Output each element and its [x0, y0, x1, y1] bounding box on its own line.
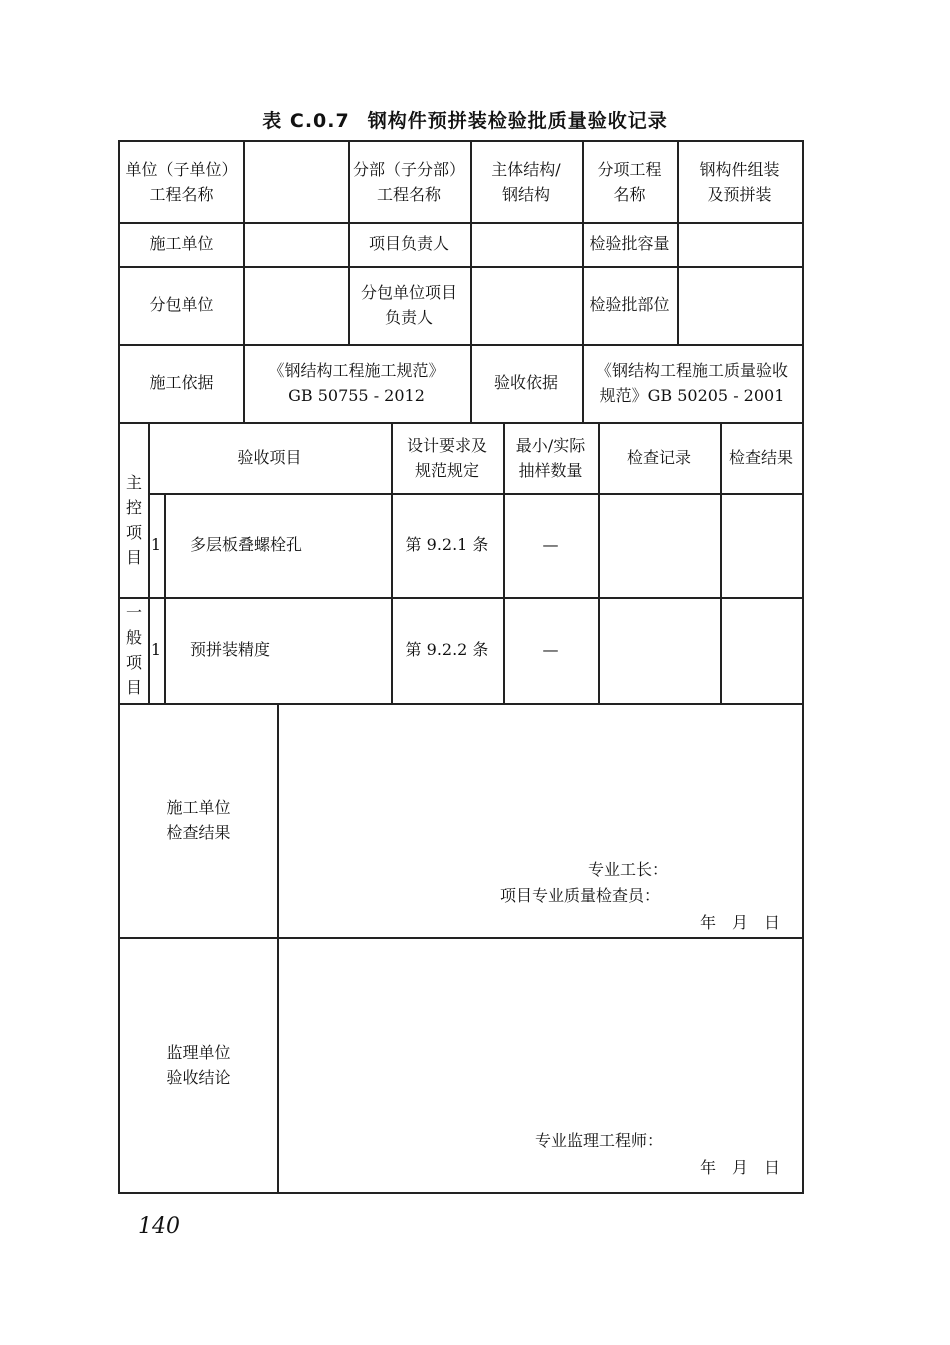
general-row-clause: 第 9.2.2 条 — [405, 640, 489, 659]
general-item-label: 一 般 项 目 — [125, 603, 142, 697]
supervision-date: 年 月 日 — [700, 1158, 781, 1177]
sub-dept-value: 主体结构/ 钢结构 — [491, 160, 561, 204]
items-header-result: 检查结果 — [728, 447, 793, 467]
main-control-row-no: 1 — [150, 535, 162, 554]
general-row-sample: — — [542, 640, 559, 659]
main-control-label: 主 控 项 目 — [125, 472, 142, 567]
items-header-record: 检查记录 — [626, 447, 691, 467]
unit-name-value — [243, 142, 348, 222]
item-name-label: 分项工程 名称 — [597, 160, 662, 204]
batch-location-label: 检验批部位 — [589, 295, 670, 314]
supervision-label: 监理单位 验收结论 — [166, 1042, 231, 1087]
main-control-row-sample: — — [542, 535, 559, 554]
table-name: 钢构件预拼装检验批质量验收记录 — [367, 110, 668, 132]
construction-check-label: 施工单位 检查结果 — [166, 798, 231, 842]
foreman-signature-label: 专业工长： — [588, 860, 669, 879]
construction-check-date: 年 月 日 — [700, 913, 781, 932]
inspector-signature-label: 项目专业质量检查员： — [500, 886, 661, 905]
subcontractor-label: 分包单位 — [149, 295, 214, 314]
construction-basis-label: 施工依据 — [149, 373, 214, 392]
sub-manager-label: 分包单位项目 负责人 — [360, 283, 457, 327]
items-header-item: 验收项目 — [237, 447, 302, 467]
items-header-sample: 最小/实际 抽样数量 — [515, 435, 586, 480]
page-number: 140 — [138, 1214, 180, 1239]
main-control-row-clause: 第 9.2.1 条 — [405, 535, 489, 554]
table-code: 表 C.0.7 — [262, 110, 350, 132]
acceptance-basis-value: 《钢结构工程施工质量验收 规范》GB 50205 - 2001 — [595, 361, 788, 405]
supervisor-signature-label: 专业监理工程师： — [535, 1131, 664, 1150]
main-control-row-name: 多层板叠螺栓孔 — [190, 535, 303, 554]
item-name-value: 钢构件组装 及预拼装 — [699, 160, 780, 204]
general-row-no: 1 — [150, 640, 162, 659]
table-title — [0, 106, 930, 133]
acceptance-basis-label: 验收依据 — [493, 373, 558, 392]
general-row-name: 预拼装精度 — [190, 640, 271, 659]
unit-name-label: 单位（子单位） 工程名称 — [125, 160, 238, 204]
batch-capacity-label: 检验批容量 — [589, 234, 670, 253]
inspection-record-table — [118, 140, 804, 1194]
construction-basis-value: 《钢结构工程施工规范》 GB 50755 - 2012 — [268, 361, 445, 405]
project-manager-label: 项目负责人 — [368, 234, 449, 253]
construction-unit-label: 施工单位 — [149, 234, 214, 253]
items-header-design: 设计要求及 规范规定 — [406, 435, 487, 480]
sub-dept-label: 分部（子分部） 工程名称 — [352, 160, 465, 204]
